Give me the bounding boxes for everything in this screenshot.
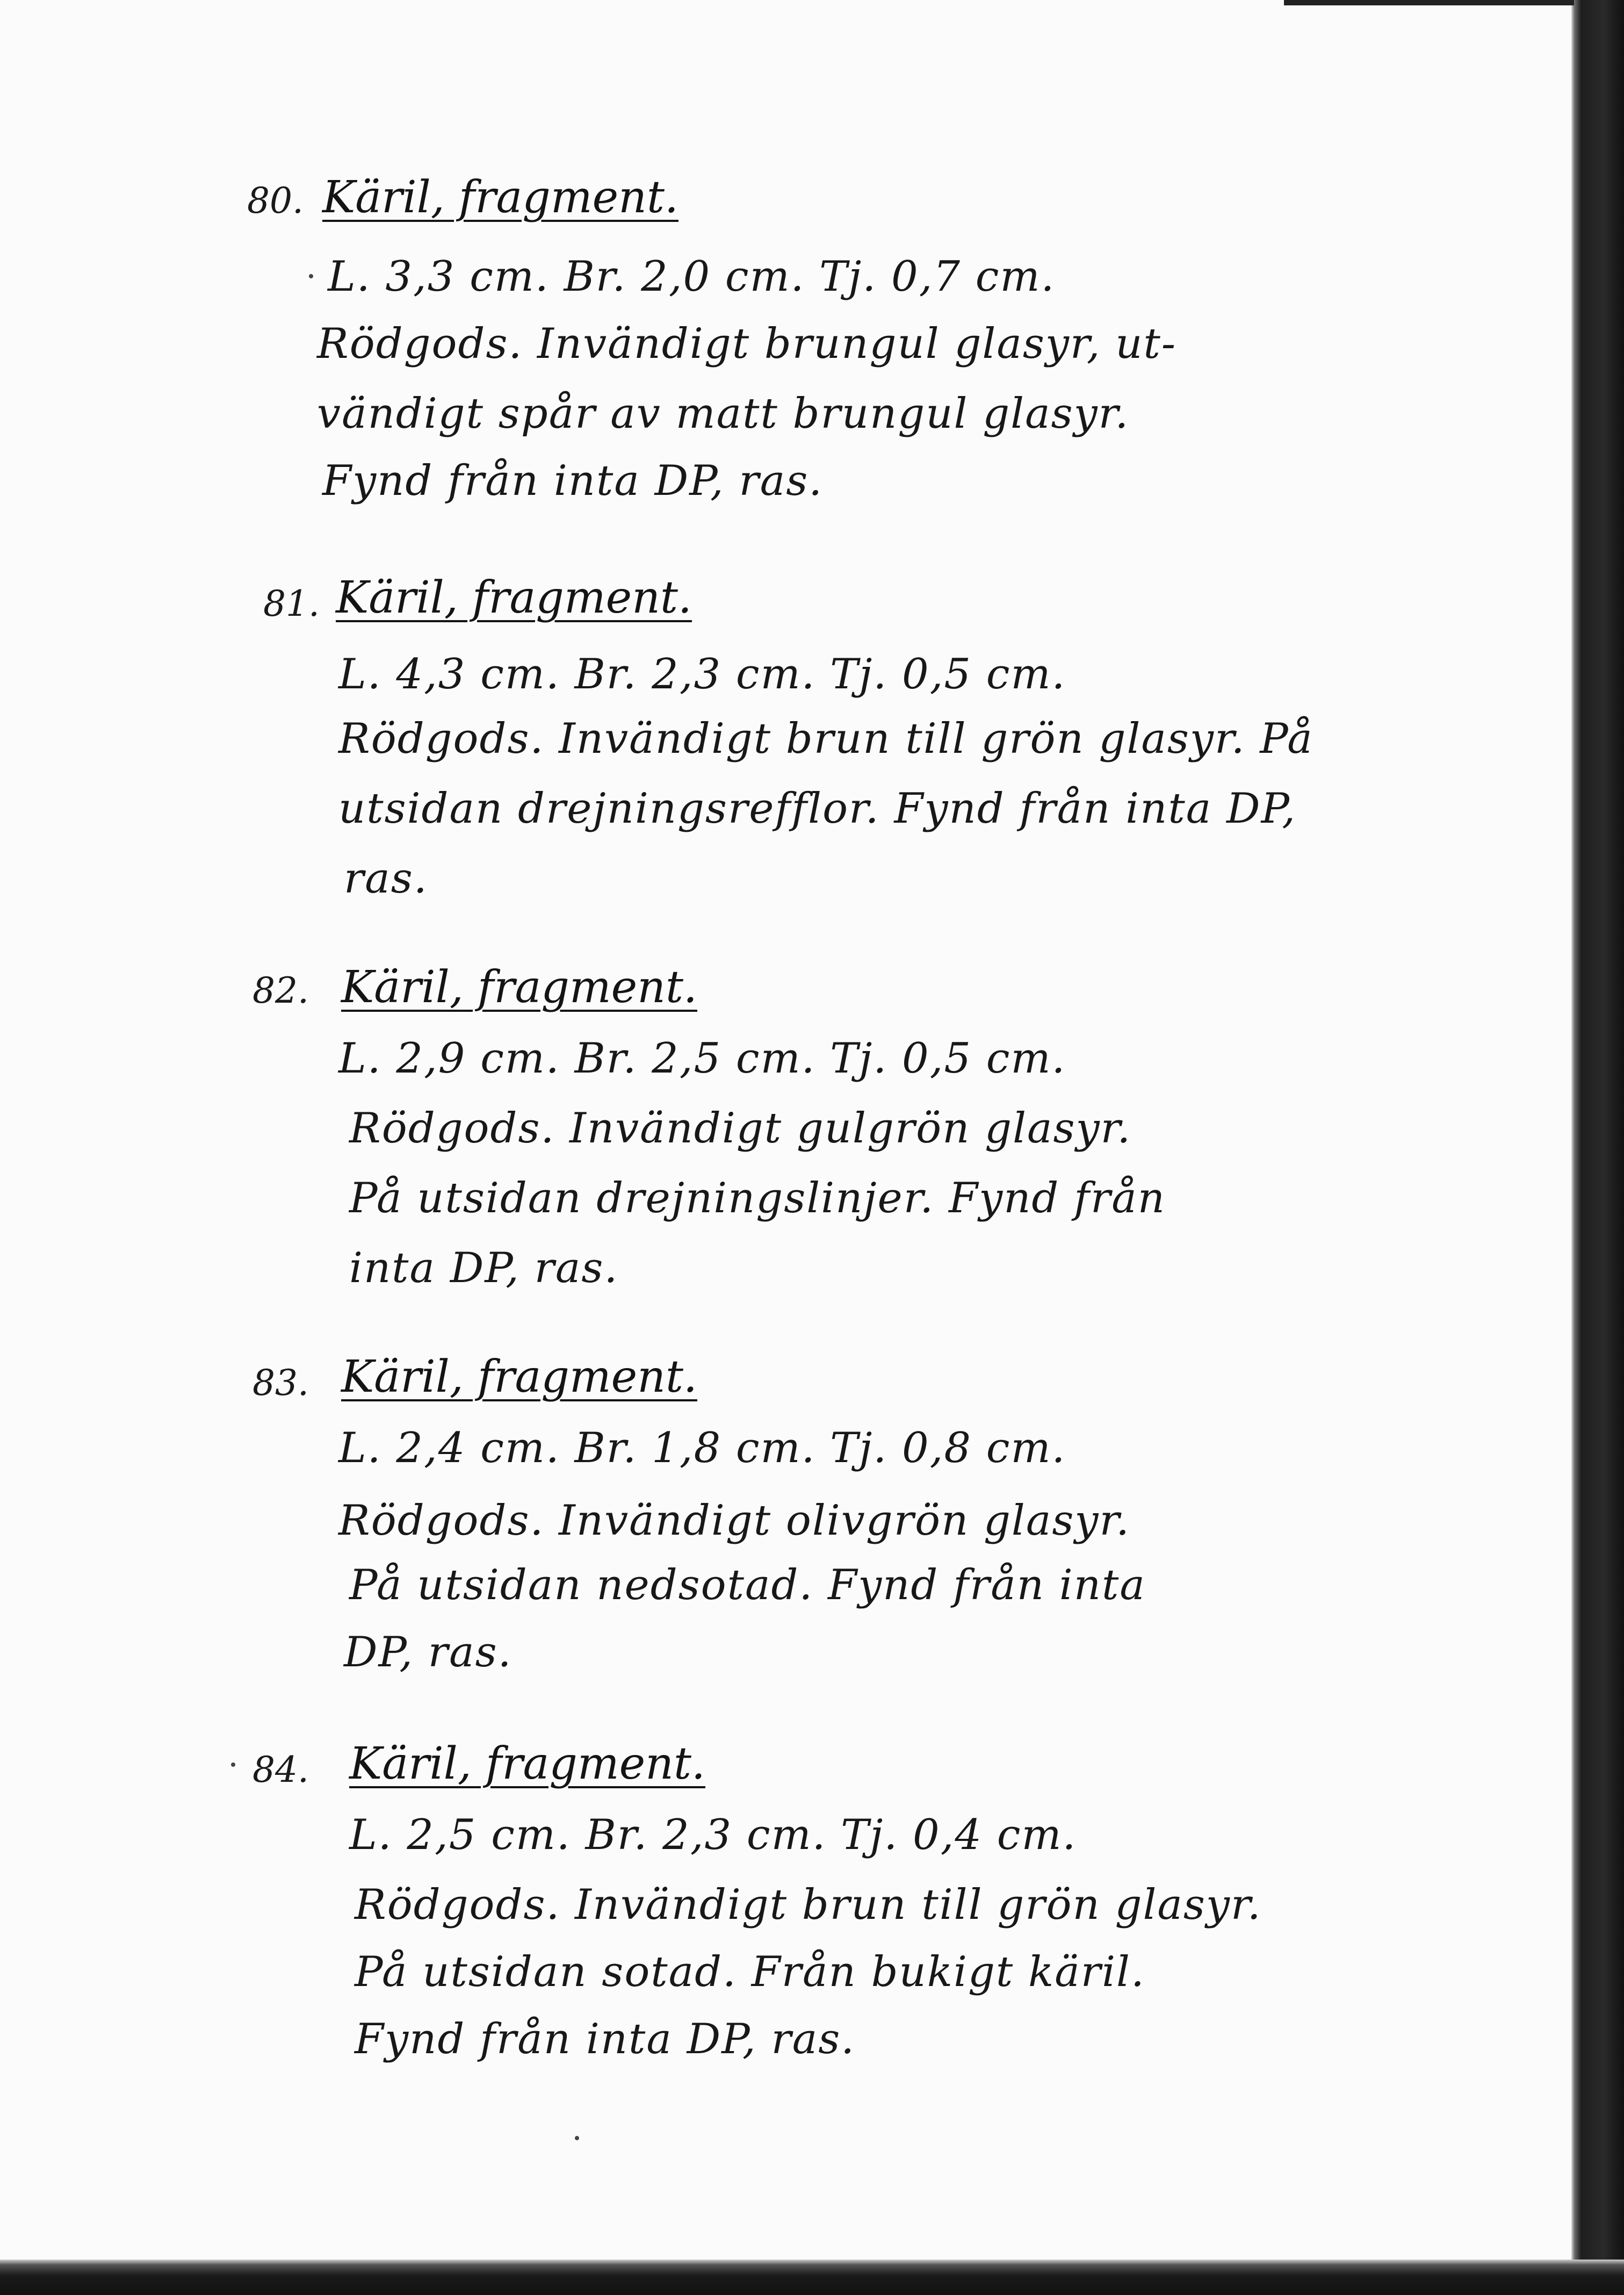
entry-number: 81. [263, 583, 320, 624]
ink-speck [575, 2136, 579, 2140]
entry-measurements: L. 4,3 cm. Br. 2,3 cm. Tj. 0,5 cm. [338, 650, 1066, 699]
entry-title: Käril, fragment. [341, 1351, 697, 1402]
entry-text-line: DP, ras. [344, 1628, 513, 1677]
entry-title: Käril, fragment. [322, 172, 679, 223]
entry-text-line: Fynd från inta DP, ras. [322, 457, 824, 505]
entry-text-line: Rödgods. Invändigt brungul glasyr, ut- [317, 320, 1177, 368]
entry-text-line: utsidan drejningsrefflor. Fynd från inta DP, [338, 785, 1297, 833]
entry-number: 80. [247, 180, 304, 221]
entry-text-line: Rödgods. Invändigt olivgrön glasyr. [338, 1497, 1130, 1545]
entry-measurements: L. 2,4 cm. Br. 1,8 cm. Tj. 0,8 cm. [338, 1424, 1066, 1472]
entry-measurements: L. 3,3 cm. Br. 2,0 cm. Tj. 0,7 cm. [328, 253, 1056, 301]
entry-text-line: På utsidan nedsotad. Fynd från inta [349, 1561, 1146, 1609]
entry-number: 82. [252, 970, 309, 1011]
book-binding-edge [1571, 0, 1624, 2295]
entry-measurements: L. 2,9 cm. Br. 2,5 cm. Tj. 0,5 cm. [338, 1034, 1066, 1083]
entry-measurements: L. 2,5 cm. Br. 2,3 cm. Tj. 0,4 cm. [349, 1811, 1077, 1859]
entry-text-line: inta DP, ras. [349, 1244, 619, 1292]
entry-text-line: Fynd från inta DP, ras. [355, 2015, 856, 2063]
entry-text-line: På utsidan sotad. Från bukigt käril. [355, 1948, 1145, 1996]
entry-text-line: På utsidan drejningslinjer. Fynd från [349, 1174, 1166, 1222]
entry-text-line: ras. [344, 854, 428, 903]
entry-title: Käril, fragment. [336, 572, 692, 623]
entry-text-line: Rödgods. Invändigt brun till grön glasyr. På [338, 715, 1313, 763]
ink-speck [309, 274, 313, 278]
entry-number: 83. [252, 1362, 309, 1404]
entry-title: Käril, fragment. [349, 1738, 705, 1789]
entry-text-line: Rödgods. Invändigt brun till grön glasyr. [355, 1881, 1262, 1929]
entry-number: 84. [252, 1749, 309, 1790]
entry-title: Käril, fragment. [341, 962, 697, 1013]
ink-speck [231, 1762, 235, 1767]
entry-text-line: Rödgods. Invändigt gulgrön glasyr. [349, 1104, 1132, 1153]
page-top-shadow [1284, 0, 1574, 5]
entry-text-line: vändigt spår av matt brungul glasyr. [317, 390, 1130, 438]
page-bottom-edge [0, 2260, 1624, 2295]
